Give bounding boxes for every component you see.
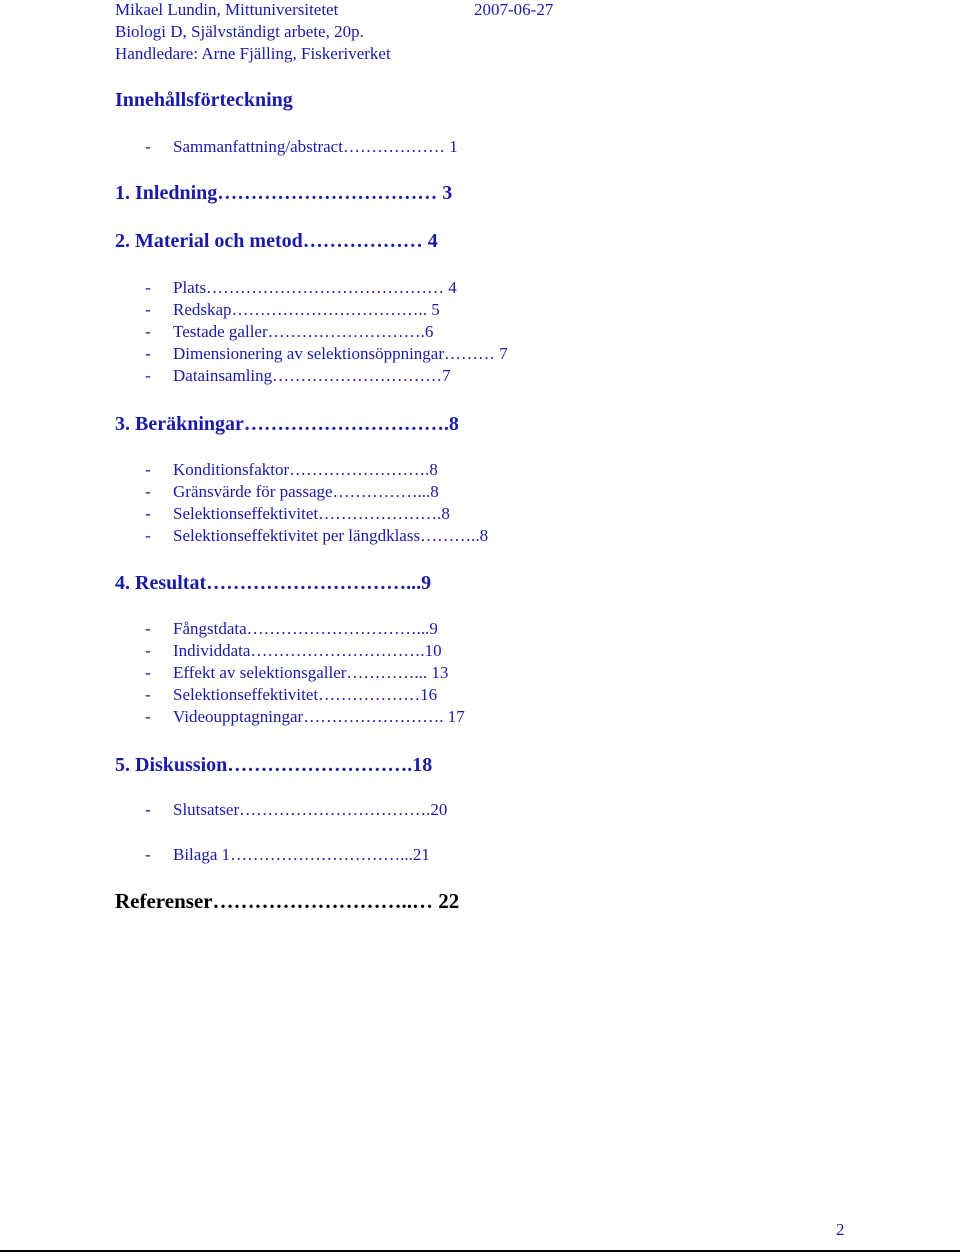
list-dash: - xyxy=(145,137,151,156)
list-dash: - xyxy=(145,641,151,660)
header-course: Biologi D, Självständigt arbete, 20p. xyxy=(115,22,364,41)
list-dash: - xyxy=(145,685,151,704)
toc-entry-text: Fångstdata…………………………...9 xyxy=(173,619,438,638)
list-dash: - xyxy=(145,845,151,864)
toc-entry-text: Videoupptagningar……………………. 17 xyxy=(173,707,465,726)
page-number: 2 xyxy=(836,1220,845,1239)
toc-entry-text: Dimensionering av selektionsöppningar……… 7 xyxy=(173,344,508,363)
toc-entry-diskussion[interactable]: 5. Diskussion……………………….18 xyxy=(115,754,433,776)
list-dash: - xyxy=(145,800,151,819)
list-dash: - xyxy=(145,300,151,319)
list-dash: - xyxy=(145,344,151,363)
list-dash: - xyxy=(145,619,151,638)
toc-entry-text: Selektionseffektivitet………………16 xyxy=(173,685,438,704)
list-dash: - xyxy=(145,322,151,341)
toc-entry-text: Datainsamling…………………………7 xyxy=(173,366,451,385)
header-date: 2007-06-27 xyxy=(474,0,554,19)
toc-entry-text: Konditionsfaktor…………………….8 xyxy=(173,460,438,479)
header-supervisor: Handledare: Arne Fjälling, Fiskeriverket xyxy=(115,44,391,63)
list-dash: - xyxy=(145,663,151,682)
list-dash: - xyxy=(145,707,151,726)
toc-entry-material-och-metod[interactable]: 2. Material och metod……………… 4 xyxy=(115,230,438,252)
toc-entry-text: Testade galler……………………….6 xyxy=(173,322,434,341)
list-dash: - xyxy=(145,504,151,523)
toc-entry-text: Individdata………………………….10 xyxy=(173,641,442,660)
header-author: Mikael Lundin, Mittuniversitetet xyxy=(115,0,339,19)
toc-entry-berakningar[interactable]: 3. Beräkningar………………………….8 xyxy=(115,413,459,435)
toc-entry-text: Slutsatser…………………………….20 xyxy=(173,800,448,819)
toc-entry-text: Plats…………………………………… 4 xyxy=(173,278,457,297)
list-dash: - xyxy=(145,460,151,479)
toc-entry-text: Gränsvärde för passage……………...8 xyxy=(173,482,439,501)
toc-entry-referenser[interactable]: Referenser………………………..… 22 xyxy=(115,889,460,913)
toc-entry-text: Sammanfattning/abstract……………… 1 xyxy=(173,137,458,156)
list-dash: - xyxy=(145,482,151,501)
list-dash: - xyxy=(145,526,151,545)
list-dash: - xyxy=(145,278,151,297)
toc-entry-text: Selektionseffektivitet per längdklass………..8 xyxy=(173,526,489,545)
bottom-rule xyxy=(0,1250,960,1252)
toc-entry-text: Effekt av selektionsgaller…………... 13 xyxy=(173,663,449,682)
toc-entry-text: Bilaga 1…………………………...21 xyxy=(173,845,430,864)
toc-entry-resultat[interactable]: 4. Resultat…………………………...9 xyxy=(115,572,432,594)
toc-entry-text: Redskap…………………………….. 5 xyxy=(173,300,440,319)
toc-title: Innehållsförteckning xyxy=(115,89,293,111)
list-dash: - xyxy=(145,366,151,385)
toc-entry-text: Selektionseffektivitet………………….8 xyxy=(173,504,450,523)
toc-entry-inledning[interactable]: 1. Inledning…………………………… 3 xyxy=(115,182,453,204)
